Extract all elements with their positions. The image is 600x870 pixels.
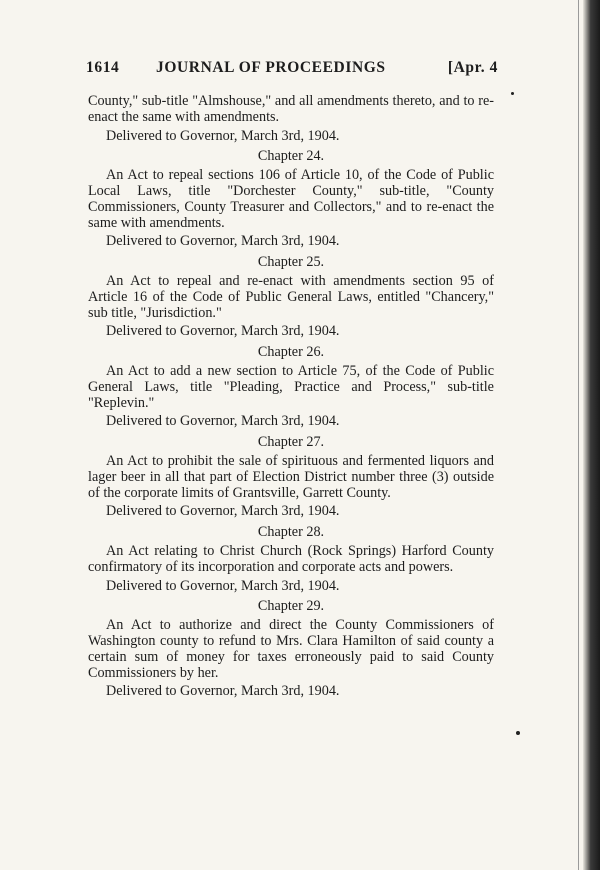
chapter-heading: Chapter 24. (257, 148, 325, 165)
page-number: 1614 (86, 59, 120, 76)
act-text: An Act to authorize and direct the County Commissioners of Washington county to refund to Mrs. Clara Hamilton of said county a certain sum of money for taxes erroneously paid to said County Commissioners by her. (88, 617, 494, 681)
delivered-line: Delivered to Governor, March 3rd, 1904. (106, 323, 340, 340)
binding-shadow (583, 0, 600, 870)
page-body (88, 94, 494, 704)
chapter-heading: Chapter 25. (257, 254, 325, 271)
chapter-27 (88, 435, 494, 520)
header-date: [Apr. 4 (447, 59, 498, 76)
chapter-28 (88, 525, 494, 594)
delivered-line: Delivered to Governor, March 3rd, 1904. (106, 577, 340, 594)
chapter-24 (88, 149, 494, 250)
chapter-heading: Chapter 29. (257, 598, 325, 615)
delivered-line: Delivered to Governor, March 3rd, 1904. (106, 233, 340, 250)
act-text: An Act to prohibit the sale of spirituous and fermented liquors and lager beer in all that part of Election District number three (3) outside of the corporate limits of Grantsville, Garrett County. (88, 452, 494, 501)
delivered-line: Delivered to Governor, March 3rd, 1904. (106, 127, 340, 144)
chapter-heading: Chapter 28. (257, 524, 325, 541)
intro-text: County," sub-title "Almshouse," and all amendments thereto, and to re-enact the same with amendments. (88, 93, 494, 125)
chapter-26 (88, 345, 494, 430)
act-text: An Act relating to Christ Church (Rock Springs) Harford County confirmatory of its incorporation and corporate acts and powers. (88, 542, 494, 575)
page-edge-line (578, 0, 579, 870)
running-header (86, 59, 498, 81)
chapter-29 (88, 599, 494, 700)
act-text: An Act to add a new section to Article 75, of the Code of Public General Laws, title "Pleading, Practice and Process," sub-title "Replevin." (88, 362, 494, 411)
delivered-line: Delivered to Governor, March 3rd, 1904. (106, 503, 340, 520)
delivered-line: Delivered to Governor, March 3rd, 1904. (106, 683, 340, 700)
intro-block (88, 94, 494, 144)
chapter-25 (88, 255, 494, 340)
ink-speck (511, 92, 514, 95)
delivered-line: Delivered to Governor, March 3rd, 1904. (106, 413, 340, 430)
act-text: An Act to repeal sections 106 of Article 10, of the Code of Public Local Laws, title "Dorchester County," sub-title, "County Commissioners, County Treasurer and Collectors," and to re-enact the same with amendments. (88, 167, 494, 231)
ink-speck (516, 731, 520, 735)
act-text: An Act to repeal and re-enact with amendments section 95 of Article 16 of the Code of Public General Laws, entitled "Chancery," sub title, "Jurisdiction." (88, 272, 494, 321)
chapter-heading: Chapter 26. (257, 344, 325, 361)
journal-title: JOURNAL OF PROCEEDINGS (156, 59, 386, 76)
chapter-heading: Chapter 27. (257, 434, 325, 451)
